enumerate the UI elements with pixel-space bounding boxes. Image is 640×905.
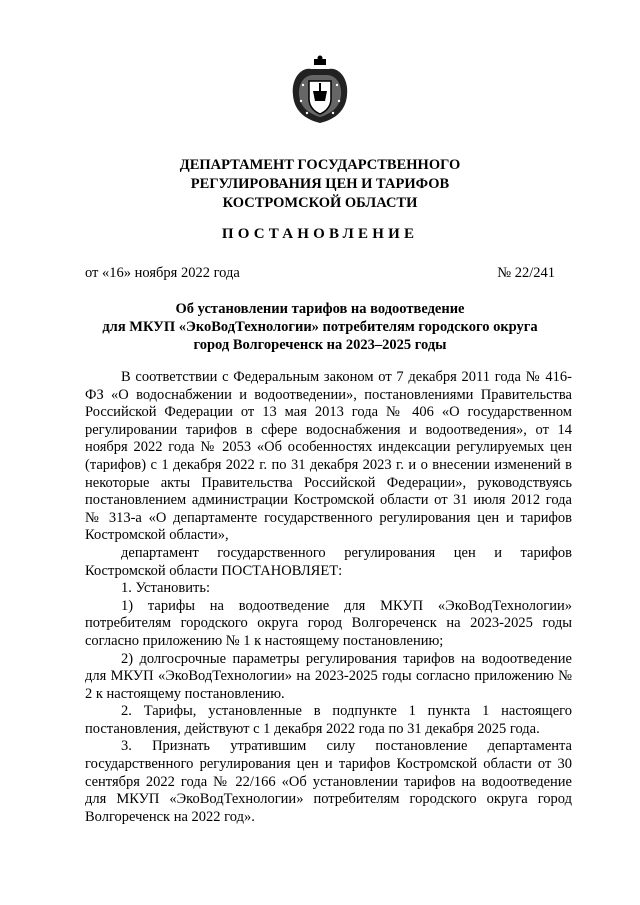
document-number: № 22/241 (497, 265, 555, 281)
title-line: Об установлении тарифов на водоотведение (175, 301, 465, 317)
clause-1-2: 2) долгосрочные параметры регулирования тарифов на водоотведение для МКУП «ЭкоВодТехнологии» на 2023-2025 годы согласно приложению № 2 к настоящему постановлению. (85, 650, 572, 702)
department-name (0, 156, 640, 213)
title-line: для МКУП «ЭкоВодТехнологии» потребителям городского округа (102, 319, 538, 335)
title-line: город Волгореченск на 2023–2025 годы (193, 337, 447, 353)
coat-of-arms-icon (289, 55, 351, 125)
clause-1: 1. Установить: (121, 580, 211, 597)
preamble-paragraph: В соответствии с Федеральным законом от 7 декабря 2011 года № 416-ФЗ «О водоснабжении и водоотведении», постановлениями Правительства Российской Федерации от 13 мая 2013 года № 406 «О государственном регулировании тарифов в сфере водоснабжения и водоотведения», от 14 ноября 2022 года № 2053 «Об особенностях индексации регулируемых цен (тарифов) с 1 декабря 2022 г. по 31 декабря 2023 г. и о внесении изменений в некоторые акты Правительства Российской Федерации», руководствуясь постановлением администрации Костромской области от 31 июля 2012 года № 313-а «О департаменте государственного регулирования цен и тарифов Костромской области», (85, 369, 572, 544)
clause-2: 2. Тарифы, установленные в подпункте 1 пункта 1 настоящего постановления, действуют с 1 декабря 2022 года по 31 декабря 2025 года. (85, 703, 572, 737)
department-line: ДЕПАРТАМЕНТ ГОСУДАРСТВЕННОГО (179, 157, 461, 173)
clause-1-1: 1) тарифы на водоотведение для МКУП «ЭкоВодТехнологии» потребителям городского округа город Волгореченск на 2023-2025 годы согласно приложению № 1 к настоящему постановлению; (85, 597, 572, 649)
resolution-paragraph: департамент государственного регулирования цен и тарифов Костромской области ПОСТАНОВЛЯЕТ: (85, 544, 572, 579)
department-line: РЕГУЛИРОВАНИЯ ЦЕН И ТАРИФОВ (190, 176, 450, 192)
document-title (80, 300, 560, 354)
document-date: от «16» ноября 2022 года (85, 265, 240, 281)
clause-3: 3. Признать утратившим силу постановление департамента государственного регулирования цен и тарифов Костромской области от 30 сентября 2022 года № 22/166 «Об установлении тарифов на водоотведение для МКУП «ЭкоВодТехнологии» потребителям городского округа город Волгореченск на 2022 год». (85, 738, 572, 825)
document-body (85, 369, 572, 826)
department-line: КОСТРОМСКОЙ ОБЛАСТИ (222, 195, 418, 211)
document-type: ПОСТАНОВЛЕНИЕ (221, 226, 419, 242)
